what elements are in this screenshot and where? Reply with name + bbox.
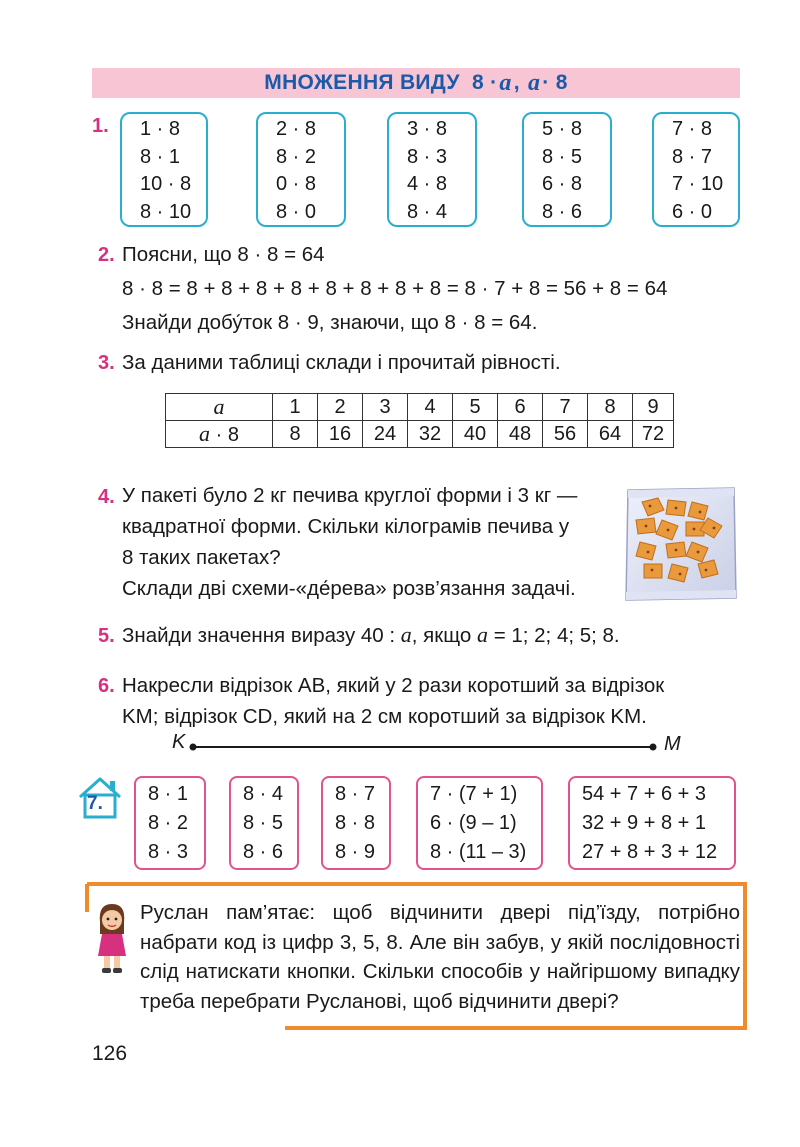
table-cell-product: 48 — [498, 421, 543, 448]
girl-icon — [92, 900, 132, 976]
task3-text: За даними таблиці склади і прочитай рівності. — [122, 351, 561, 374]
table-cell-a: 8 — [588, 394, 633, 421]
task1-expression: 8 · 3 — [407, 145, 448, 168]
task7-expression: 8 · 5 — [243, 812, 284, 834]
table-row-product — [166, 421, 674, 448]
task1-box-5 — [652, 112, 740, 227]
task1-expression: 8 · 1 — [140, 145, 181, 168]
task7-expression: 54 + 7 + 6 + 3 — [582, 783, 706, 805]
table-cell-a: 9 — [633, 394, 674, 421]
table-cell-product: 72 — [633, 421, 674, 448]
task4-number: 4. — [98, 486, 115, 508]
task3-number: 3. — [98, 352, 115, 374]
task1-expression: 8 · 4 — [407, 200, 448, 223]
task7-expression: 8 · 6 — [243, 841, 284, 863]
table-cell-a: 2 — [318, 394, 363, 421]
task1-expression: 10 · 8 — [140, 173, 192, 195]
task7-expression: 8 · 2 — [148, 812, 189, 834]
task6-line-1: Накресли відрізок AB, який у 2 рази коротший за відрізок — [122, 674, 665, 697]
task6-text — [122, 670, 742, 732]
title-expr1-num: 8 · — [471, 71, 498, 94]
task1-expression: 7 · 10 — [672, 173, 724, 195]
title-expr2-num: · 8 — [542, 71, 568, 94]
task7-expression: 32 + 9 + 8 + 1 — [582, 812, 706, 834]
segment-label-m: M — [664, 733, 681, 755]
task7-expression: 8 · 4 — [243, 783, 284, 805]
task6-line-2: KM; відрізок CD, який на 2 см коротший за відрізок KM. — [122, 705, 647, 728]
task7-box-5 — [568, 776, 736, 870]
task7-expression: 8 · (11 – 3) — [430, 841, 527, 863]
task7-box-1 — [134, 776, 206, 870]
task1-expression: 8 · 7 — [672, 145, 713, 168]
table-row-a — [166, 394, 674, 421]
task5-var-2: a — [476, 622, 488, 647]
task4-line-1: У пакеті було 2 кг печива круглої форми і 3 кг — — [122, 484, 578, 507]
page-number: 126 — [92, 1042, 128, 1065]
task7-number: 7. — [87, 793, 103, 814]
table-head-a: a — [166, 394, 273, 421]
table-head-product: a · 8 — [166, 421, 273, 448]
riddle-text: Руслан пам’ятає: щоб відчинити двері під’їзду, потрібно набрати код із цифр 3, 5, 8. Але він забув, у якій послідовності слід натискати кнопки. Скільки способів у найгіршому випадку треба перебрати Русланові, щоб відчинити двері? — [140, 901, 740, 1013]
cookie-bag-illustration — [622, 484, 740, 604]
task2-line-2: 8 · 8 = 8 + 8 + 8 + 8 + 8 + 8 + 8 + 8 = 8 · 7 + 8 = 56 + 8 = 64 — [122, 277, 668, 300]
title-expr2-var: a — [527, 69, 541, 96]
task7-expression: 7 · (7 + 1) — [430, 783, 518, 805]
segment-label-k: K — [172, 731, 186, 753]
table-cell-a: 6 — [498, 394, 543, 421]
task7-expression: 27 + 8 + 3 + 12 — [582, 841, 718, 863]
table-cell-product: 8 — [273, 421, 318, 448]
task1-expression: 5 · 8 — [542, 118, 583, 140]
task1-box-3 — [387, 112, 477, 227]
task5-text: Знайди значення виразу 40 : a, якщо a = 1; 2; 4; 5; 8. — [122, 622, 620, 647]
task5-var-1: a — [400, 622, 412, 647]
table-cell-product: 32 — [408, 421, 453, 448]
task2-line-3: Знайди добу́ток 8 · 9, знаючи, що 8 · 8 = 64. — [122, 311, 538, 334]
task1-box-1 — [120, 112, 208, 227]
table-cell-product: 40 — [453, 421, 498, 448]
table-cell-a: 3 — [363, 394, 408, 421]
table-cell-a: 4 — [408, 394, 453, 421]
section-title — [92, 68, 740, 98]
title-expr1-var: a — [499, 69, 512, 96]
task1-expression: 7 · 8 — [672, 118, 713, 140]
task1-number: 1. — [92, 115, 109, 137]
task7-expression: 6 · (9 – 1) — [430, 812, 517, 834]
task7-box-3 — [321, 776, 391, 870]
values-table — [165, 393, 674, 448]
task4-line-4: Склади дві схеми-«де́рева» розв’язання задачі. — [122, 577, 576, 600]
task1-box-2 — [256, 112, 346, 227]
task1-expression: 1 · 8 — [140, 118, 181, 140]
task1-expression: 0 · 8 — [276, 173, 317, 195]
task1-expression: 8 · 2 — [276, 145, 317, 168]
task1-expression: 8 · 5 — [542, 145, 583, 168]
task6-number: 6. — [98, 675, 115, 697]
table-cell-product: 56 — [543, 421, 588, 448]
task5-number: 5. — [98, 625, 115, 647]
task4-text — [122, 480, 622, 604]
task1-expression: 2 · 8 — [276, 118, 317, 140]
task4-line-2: квадратної форми. Скільки кілограмів печива у — [122, 515, 570, 538]
task2-number: 2. — [98, 244, 115, 266]
task1-expression: 4 · 8 — [407, 173, 448, 195]
task1-box-4 — [522, 112, 612, 227]
task1-expression: 8 · 6 — [542, 200, 583, 223]
table-cell-product: 64 — [588, 421, 633, 448]
task7-expression: 8 · 9 — [335, 841, 376, 863]
task1-expression: 6 · 0 — [672, 200, 713, 223]
task7-box-4 — [416, 776, 543, 870]
title-sep: , — [513, 71, 520, 94]
task7-expression: 8 · 7 — [335, 783, 376, 805]
task7-expression: 8 · 1 — [148, 783, 189, 805]
task7-box-2 — [229, 776, 299, 870]
table-cell-a: 5 — [453, 394, 498, 421]
table-cell-product: 24 — [363, 421, 408, 448]
task4-line-3: 8 таких пакетах? — [122, 546, 281, 569]
table-cell-a: 7 — [543, 394, 588, 421]
task1-expression: 6 · 8 — [542, 173, 583, 195]
task1-expression: 3 · 8 — [407, 118, 448, 140]
table-cell-product: 16 — [318, 421, 363, 448]
title-text: МНОЖЕННЯ ВИДУ — [264, 71, 460, 94]
task7-expression: 8 · 8 — [335, 812, 376, 834]
segment-km — [188, 740, 660, 754]
task1-expression: 8 · 10 — [140, 200, 192, 223]
task2-text — [122, 240, 742, 338]
table-cell-a: 1 — [273, 394, 318, 421]
task1-expression: 8 · 0 — [276, 200, 317, 223]
task7-expression: 8 · 3 — [148, 841, 189, 863]
task2-line-1: Поясни, що 8 · 8 = 64 — [122, 243, 325, 266]
